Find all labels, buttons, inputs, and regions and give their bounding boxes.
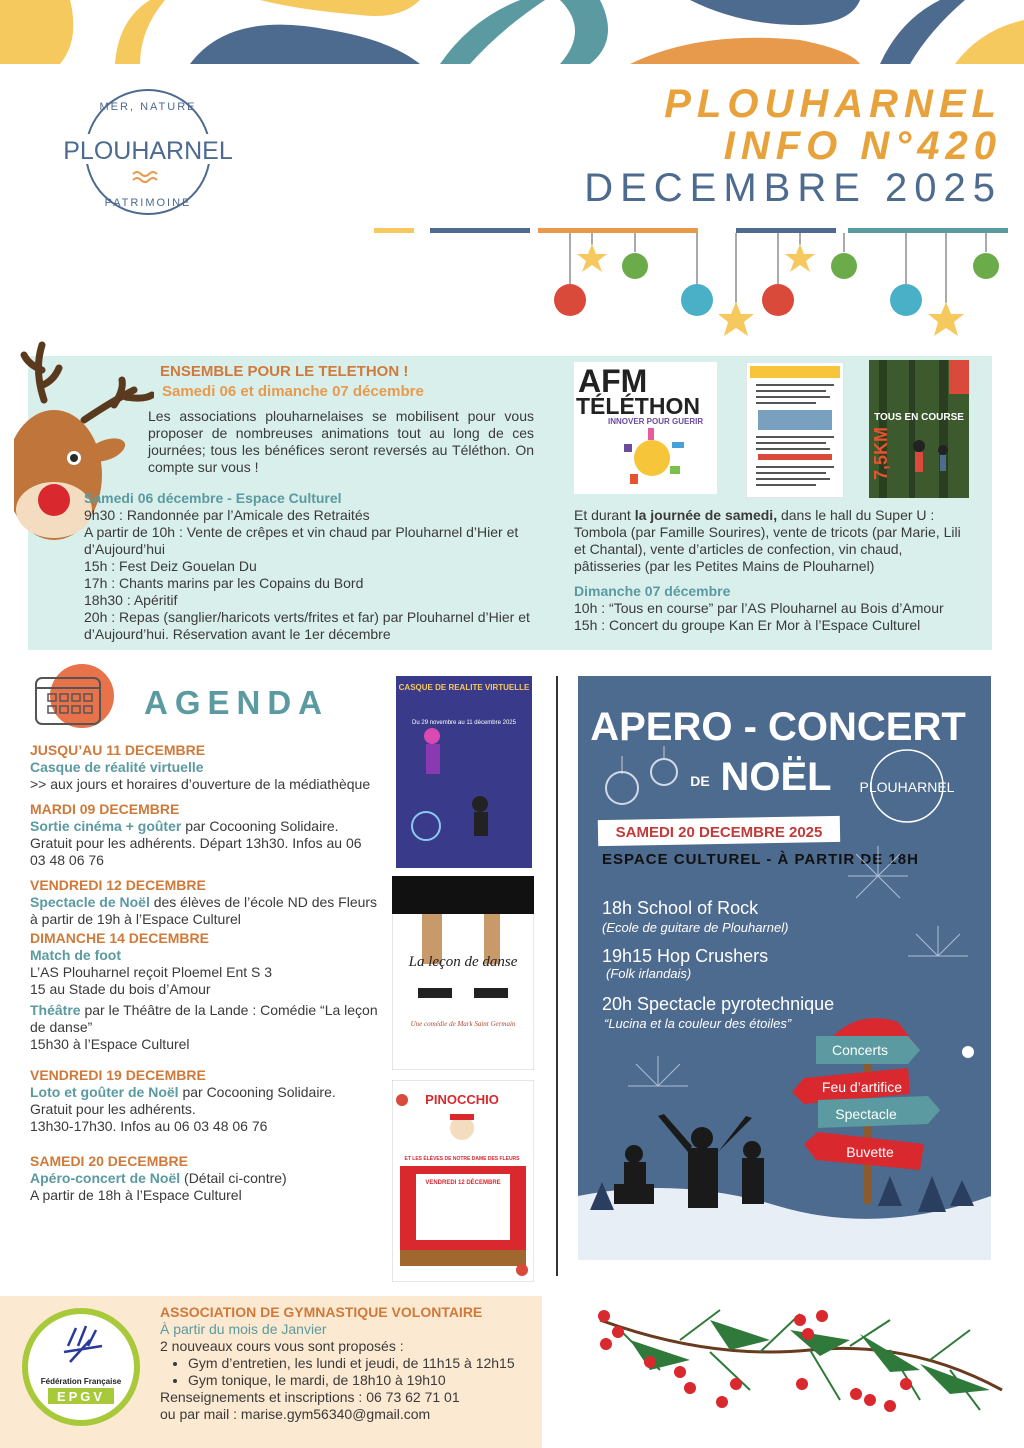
agenda-date: MARDI 09 DECEMBRE [30,801,180,817]
agenda-event-rest: par Cocooning Solidaire. [181,818,339,834]
logo-bottom-text: PATRIMOINE [104,197,192,209]
agenda-detail: Gratuit pour les adhérents. [30,1101,196,1117]
agenda-detail: A partir de 18h à l’Espace Culturel [30,1187,242,1203]
title-info-number: INFO N°420 [723,124,1002,168]
telethon-saturday [84,490,546,643]
gym-course-list [188,1355,535,1389]
logo-top-text: MER, NATURE [99,101,197,113]
saturday-item: 20h : Repas (sanglier/haricots verts/frites et far) par Plouharnel d’Hier et d’Aujourd’hui. Réservation avant le 1er décembre [84,609,530,642]
epgv-logo [20,1306,142,1428]
telethon-intro: Les associations plouharnelaises se mobilisent pour vous proposer de nombreuses animations tout au long de ces journées; tous les bénéfices seront reversés au Téléthon. On compte sur vous ! [148,408,534,475]
epgv-logo-text: Fédération Française [40,1377,122,1386]
sign-spectacle: Spectacle [835,1106,897,1122]
super-u-paragraph [574,507,972,575]
gym-text [160,1304,535,1423]
agenda-item [30,877,380,928]
danse-poster-title: La leçon de danse [408,954,518,970]
concert-title: APERO - CONCERT [590,705,966,749]
gym-course: • Gym tonique, le mardi, de 18h10 à 19h10 [188,1372,535,1389]
act-1-name: 18h School of Rock [602,898,759,918]
vr-headset-poster [396,676,532,868]
danse-poster-subtitle: Une comédie de Mark Saint Germain [410,1020,516,1028]
act-2-detail: (Folk irlandais) [606,966,692,981]
gym-title: ASSOCIATION DE GYMNASTIQUE VOLONTAIRE [160,1304,483,1320]
gym-contact-phone: Renseignements et inscriptions : 06 73 62 71 01 [160,1389,460,1405]
agenda-item [30,930,380,998]
act-1-detail: (Ecole de guitare de Plouharnel) [602,920,789,935]
concert-place: ESPACE CULTUREL - À PARTIR DE 18H [602,851,919,868]
agenda-event-rest: (Détail ci-contre) [180,1170,287,1186]
agenda-event: Match de foot [30,947,121,963]
afm-telethon-logo [574,362,717,494]
saturday-item: 18h30 : Apéritif [84,592,178,608]
saturday-item: A partir de 10h : Vente de crêpes et vin chaud par Plouharnel d’Hier et d’Aujourd’hui [84,524,519,557]
telethon-right-column [574,507,972,634]
agenda-detail: à partir de 19h à l’Espace Culturel [30,911,241,927]
concert-title-de: DE [690,773,710,789]
sign-feu-artifice: Feu d’artifice [821,1079,903,1095]
calendar-icon [34,664,118,728]
agenda-event: Loto et goûter de Noël [30,1084,179,1100]
gym-contact-mail: ou par mail : marise.gym56340@gmail.com [160,1406,431,1422]
saturday-item: 17h : Chants marins par les Copains du Bord [84,575,364,591]
agenda-date: JUSQU’AU 11 DECEMBRE [30,742,206,758]
epgv-logo-acronym: EPGV [56,1389,106,1404]
agenda-event: Apéro-concert de Noël [30,1170,181,1186]
agenda-list [30,742,380,1212]
act-3-detail: “Lucina et la couleur des étoiles” [604,1016,792,1031]
agenda-date: VENDREDI 19 DECEMBRE [30,1067,206,1083]
apero-concert-poster [578,676,991,1260]
sunday-heading: Dimanche 07 décembre [574,583,731,599]
flyer-race-title: TOUS EN COURSE [874,412,964,423]
agenda-title: AGENDA [144,684,330,721]
agenda-event: Casque de réalité virtuelle [30,759,204,775]
plouharnel-logo [58,82,238,222]
agenda-date: SAMEDI 20 DECEMBRE [30,1153,188,1169]
concert-logo-text: PLOUHARNEL [859,779,955,795]
sunday-item: 10h : “Tous en course” par l’AS Plouharnel au Bois d’Amour [574,600,944,616]
telethon-title: ENSEMBLE POUR LE TELETHON ! [160,363,409,380]
vr-poster-dates: Du 29 novembre au 11 décembre 2025 [412,720,516,726]
agenda-detail: 15h30 à l’Espace Culturel [30,1036,190,1052]
afm-text: AFM [578,363,648,399]
sign-buvette: Buvette [846,1144,894,1160]
agenda-item [30,801,380,869]
agenda-item [30,1002,380,1053]
saturday-item: 15h : Fest Deiz Gouelan Du [84,558,257,574]
christmas-ornaments-decoration [370,226,1010,342]
agenda-event-rest: des élèves de l’école ND des Fleurs [149,894,378,910]
agenda-event: Sortie cinéma + goûter [30,818,182,834]
agenda-detail: 15 au Stade du bois d’Amour [30,981,211,997]
logo-name: PLOUHARNEL [63,137,233,165]
super-u-text-end: dans le hall du Super U : Tombola (par Famille Sourires), vente de tricots (par Marie, Lili et Chantal), vente d’articles de confection, vin chaud, pâtisseries (par les Petites Mains de Plouharnel) [574,507,961,574]
title-plouharnel: PLOUHARNEL [664,82,1002,126]
agenda-detail: 13h30-17h30. Infos au 06 03 48 06 76 [30,1118,268,1134]
saturday-item: 9h30 : Randonnée par l’Amicale des Retraités [84,507,370,523]
agenda-detail: L’AS Plouharnel reçoit Ploemel Ent S 3 [30,964,273,980]
flyer-distance: 7,5KM [871,426,891,480]
concert-date: SAMEDI 20 DECEMBRE 2025 [615,824,823,841]
telethon-subtitle: Samedi 06 et dimanche 07 décembre [162,383,424,400]
agenda-event: Théâtre [30,1002,81,1018]
agenda-date: DIMANCHE 14 DECEMBRE [30,930,209,946]
saturday-heading: Samedi 06 décembre - Espace Culturel [84,490,342,506]
agenda-event-rest: par Cocooning Solidaire. [178,1084,336,1100]
gym-course: • Gym d’entretien, les lundi et jeudi, de 11h15 à 12h15 [188,1355,535,1372]
telethon-program-flyer [746,362,844,498]
pino-poster-date: VENDREDI 12 DÉCEMBRE [425,1180,501,1186]
concert-title-noel: NOËL [720,755,832,799]
column-divider [556,676,558,1276]
tous-en-course-flyer [869,360,969,498]
agenda-item [30,742,380,793]
afm-tagline: INNOVER POUR GUERIR [608,417,704,426]
agenda-date: VENDREDI 12 DECEMBRE [30,877,206,893]
agenda-event: Spectacle de Noël [30,894,150,910]
holly-branch-decoration [590,1300,1010,1420]
agenda-detail: >> aux jours et horaires d’ouverture de la médiathèque [30,776,371,792]
lecon-de-danse-poster [392,876,534,1070]
act-3-name: 20h Spectacle pyrotechnique [602,994,835,1014]
pino-poster-title: PINOCCHIO [425,1092,499,1107]
agenda-event-rest: par le Théâtre de la Lande : Comédie “La leçon de danse” [30,1002,378,1035]
telethon-text: TÉLÉTHON [576,393,700,419]
header-decoration [0,0,1024,64]
super-u-text: Et durant [574,507,635,523]
agenda-item [30,1153,380,1204]
title-month: DECEMBRE 2025 [584,166,1002,210]
pino-poster-subtitle: ET LES ÉLÈVES DE NOTRE DAME DES FLEURS [404,1156,520,1162]
sign-concerts: Concerts [831,1042,889,1058]
gym-subtitle: À partir du mois de Janvier [160,1321,327,1337]
agenda-detail: Gratuit pour les adhérents. Départ 13h30. Infos au 06 03 48 06 76 [30,835,362,868]
pinocchio-poster [392,1080,534,1282]
agenda-item [30,1067,380,1135]
sunday-item: 15h : Concert du groupe Kan Er Mor à l’Espace Culturel [574,617,921,633]
super-u-bold: la journée de samedi, [634,507,778,523]
act-2-name: 19h15 Hop Crushers [602,946,769,966]
vr-poster-title: CASQUE DE REALITE VIRTUELLE [398,683,530,692]
gym-intro: 2 nouveaux cours vous sont proposés : [160,1338,404,1354]
